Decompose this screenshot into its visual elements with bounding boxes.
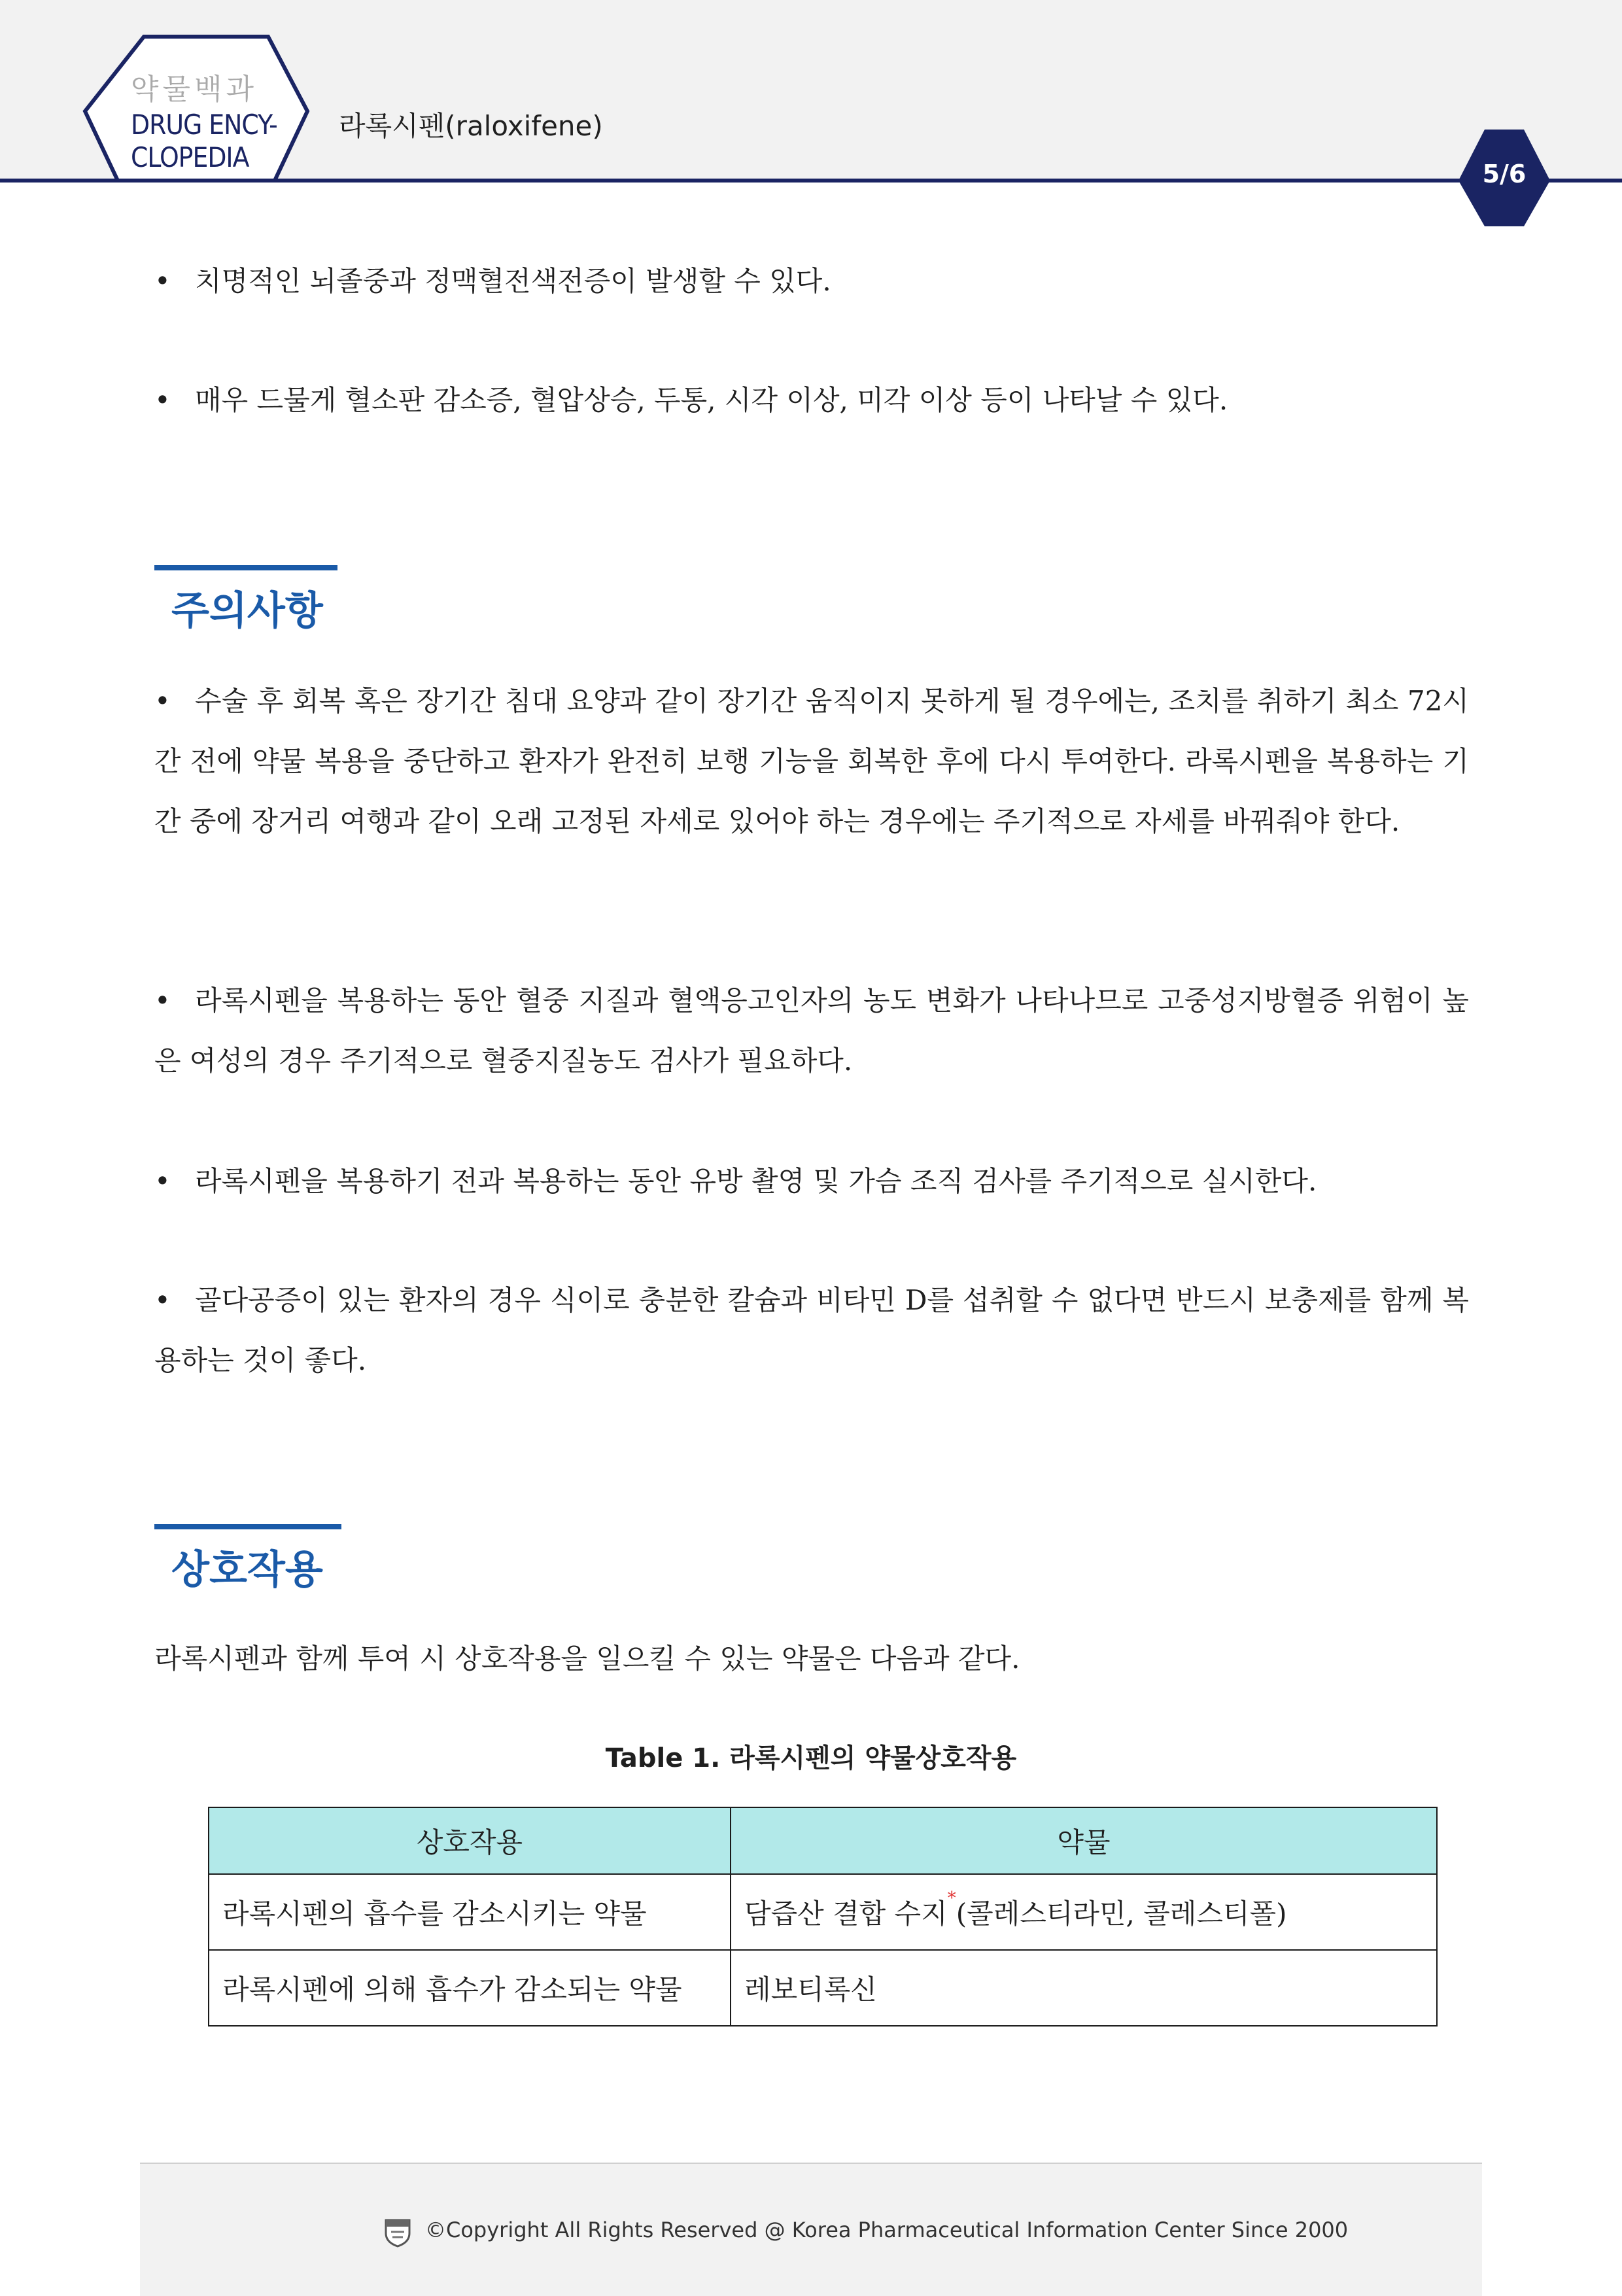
column-header-drug: 약물	[731, 1807, 1437, 1874]
bullet-text: 라록시펜을 복용하기 전과 복용하는 동안 유방 촬영 및 가슴 조직 검사를 주기적으로 실시한다.	[195, 1165, 1317, 1197]
drug-cell	[731, 1950, 1437, 2026]
section-title-precautions: 주의사항	[171, 588, 323, 634]
bullet-text: 치명적인 뇌졸중과 정맥혈전색전증이 발생할 수 있다.	[195, 265, 831, 297]
table-row	[209, 1874, 1437, 1950]
drug-cell	[731, 1874, 1437, 1950]
precaution-item-1: • 수술 후 회복 혹은 장기간 침대 요양과 같이 장기간 움직이지 못하게 될 경우에는, 조치를 취하기 최소 72시간 전에 약물 복용을 중단하고 환자가 완전히 보행 기능을 회복한 후에 다시 투여한다. 라록시펜을 복용하는 기간 중에 장거리 여행과 같이 오래 고정된 자세로 있어야 하는 경우에는 주기적으로 자세를 바꿔줘야 한다.	[154, 685, 1469, 837]
bullet-text: 매우 드물게 혈소판 감소증, 혈압상승, 두통, 시각 이상, 미각 이상 등이 나타날 수 있다.	[195, 384, 1228, 416]
bullet-text: 라록시펜을 복용하는 동안 혈중 지질과 혈액응고인자의 농도 변화가 나타나므로 고중성지방혈증 위험이 높은 여성의 경우 주기적으로 혈중지질농도 검사가 필요하다.	[154, 984, 1469, 1077]
column-header-interaction: 상호작용	[209, 1807, 731, 1874]
drug-name: 레보티록신	[744, 1974, 877, 2006]
drug-examples: (콜레스티라민, 콜레스티폴)	[956, 1898, 1287, 1930]
interaction-cell: 라록시펜에 의해 흡수가 감소되는 약물	[209, 1950, 731, 2026]
section-divider-precautions	[154, 565, 337, 570]
precaution-item-4: • 골다공증이 있는 환자의 경우 식이로 충분한 칼슘과 비타민 D를 섭취할 수 없다면 반드시 보충제를 함께 복용하는 것이 좋다.	[154, 1284, 1469, 1376]
bullet-text: 수술 후 회복 혹은 장기간 침대 요양과 같이 장기간 움직이지 못하게 될 경우에는, 조치를 취하기 최소 72시간 전에 약물 복용을 중단하고 환자가 완전히 보행 기능을 회복한 후에 다시 투여한다. 라록시펜을 복용하는 기간 중에 장거리 여행과 같이 오래 고정된 자세로 있어야 하는 경우에는 주기적으로 자세를 바꿔줘야 한다.	[154, 685, 1469, 837]
interaction-cell: 라록시펜의 흡수를 감소시키는 약물	[209, 1874, 731, 1950]
page-footer	[140, 2163, 1482, 2296]
section-divider-interactions	[154, 1524, 341, 1529]
side-effect-bullet-2: • 매우 드물게 혈소판 감소증, 혈압상승, 두통, 시각 이상, 미각 이상 등이 나타날 수 있다.	[154, 384, 1228, 416]
table-header-row	[209, 1807, 1437, 1874]
section-title-interactions: 상호작용	[171, 1547, 323, 1593]
side-effect-bullet-1: • 치명적인 뇌졸중과 정맥혈전색전증이 발생할 수 있다.	[154, 265, 831, 297]
copyright-text: ©Copyright All Rights Reserved @ Korea Pharmaceutical Information Center Since 2000	[425, 2218, 1349, 2242]
logo-korean: 약물백과	[131, 73, 258, 106]
interactions-intro: 라록시펜과 함께 투여 시 상호작용을 일으킬 수 있는 약물은 다음과 같다.	[154, 1643, 1020, 1675]
table-row	[209, 1950, 1437, 2026]
bullet-text: 골다공증이 있는 환자의 경우 식이로 충분한 칼슘과 비타민 D를 섭취할 수 없다면 반드시 보충제를 함께 복용하는 것이 좋다.	[154, 1284, 1469, 1376]
interaction-table	[208, 1807, 1438, 2026]
page-number: 5/6	[1482, 160, 1527, 188]
kpic-emblem-icon	[383, 2216, 412, 2248]
drug-name: 담즙산 결합 수지	[744, 1898, 948, 1930]
table-caption: Table 1. 라록시펜의 약물상호작용	[605, 1743, 1017, 1773]
precaution-item-2: • 라록시펜을 복용하는 동안 혈중 지질과 혈액응고인자의 농도 변화가 나타나므로 고중성지방혈증 위험이 높은 여성의 경우 주기적으로 혈중지질농도 검사가 필요하다.	[154, 984, 1469, 1077]
document-title: 라록시펜(raloxifene)	[339, 110, 603, 142]
logo-english: DRUG ENCY- CLOPEDIA	[131, 109, 277, 173]
footnote-mark: *	[947, 1888, 956, 1908]
precaution-item-3: • 라록시펜을 복용하기 전과 복용하는 동안 유방 촬영 및 가슴 조직 검사를 주기적으로 실시한다.	[154, 1165, 1317, 1197]
